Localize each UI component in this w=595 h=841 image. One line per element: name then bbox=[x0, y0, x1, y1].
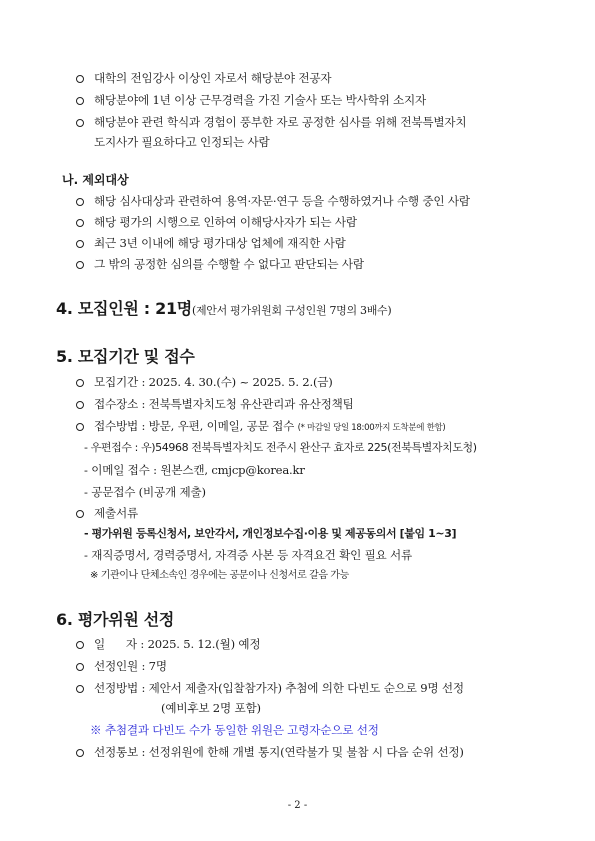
selection-method: 선정방법 : 제안서 제출자(입찰참가자) 추첨에 의한 다빈도 순으로 9명 선정 bbox=[76, 680, 464, 696]
circle-bullet-icon bbox=[76, 401, 84, 409]
exclusion-item: 해당 평가의 시행으로 인하여 이해당사자가 되는 사람 bbox=[76, 214, 357, 230]
circle-bullet-icon bbox=[76, 663, 84, 671]
circle-bullet-icon bbox=[76, 240, 84, 248]
circle-bullet-icon bbox=[76, 510, 84, 518]
section-5-heading: 5. 모집기간 및 접수 bbox=[56, 347, 195, 366]
exclusion-item: 해당 심사대상과 관련하여 용역·자문·연구 등을 수행하였거나 수행 중인 사람 bbox=[76, 193, 470, 209]
section-4-note: (제안서 평가위원회 구성인원 7명의 3배수) bbox=[191, 304, 392, 317]
docs-note: ※ 기관이나 단체소속인 경우에는 공문이나 신청서로 갈음 가능 bbox=[90, 570, 349, 581]
circle-bullet-icon bbox=[76, 119, 84, 127]
qualification-item: 해당분야에 1년 이상 근무경력을 가진 기술사 또는 박사학위 소지자 bbox=[76, 92, 426, 108]
qualification-item: 해당분야 관련 학식과 경험이 풍부한 자로 공정한 심사를 위해 전북특별자치 bbox=[76, 114, 466, 130]
receipt-sub-official: - 공문접수 (비공개 제출) bbox=[84, 485, 206, 499]
selection-date: 일 자 : 2025. 5. 12.(월) 예정 bbox=[76, 636, 260, 652]
circle-bullet-icon bbox=[76, 219, 84, 227]
exclusion-item: 최근 3년 이내에 해당 평가대상 업체에 재직한 사람 bbox=[76, 235, 346, 251]
circle-bullet-icon bbox=[76, 379, 84, 387]
page-number: - 2 - bbox=[287, 800, 308, 811]
receipt-sub-mail: - 우편접수 : 우)54968 전북특별자치도 전주시 완산구 효자로 225(전북특별자치도청) bbox=[84, 441, 477, 454]
circle-bullet-icon bbox=[76, 749, 84, 757]
circle-bullet-icon bbox=[76, 198, 84, 206]
qualification-item-continued: 도지사가 필요하다고 인정되는 사람 bbox=[94, 135, 270, 149]
exclusion-heading: 나. 제외대상 bbox=[62, 173, 129, 187]
docs-sub-certificates: - 재직증명서, 경력증명서, 자격증 사본 등 자격요건 확인 필요 서류 bbox=[84, 548, 413, 562]
receipt-place: 접수장소 : 전북특별자치도청 유산관리과 유산정책팀 bbox=[76, 396, 354, 412]
recruit-period: 모집기간 : 2025. 4. 30.(수) ~ 2025. 5. 2.(금) bbox=[76, 374, 333, 390]
circle-bullet-icon bbox=[76, 423, 84, 431]
exclusion-item: 그 밖의 공정한 심의를 수행할 수 없다고 판단되는 사람 bbox=[76, 256, 364, 272]
selection-count: 선정인원 : 7명 bbox=[76, 658, 167, 674]
circle-bullet-icon bbox=[76, 641, 84, 649]
receipt-sub-email: - 이메일 접수 : 원본스캔, cmjcp@korea.kr bbox=[84, 463, 305, 477]
circle-bullet-icon bbox=[76, 261, 84, 269]
selection-method-continued: (예비후보 2명 포함) bbox=[161, 701, 261, 715]
selection-notice: 선정통보 : 선정위원에 한해 개별 통지(연락불가 및 불참 시 다음 순위 선정) bbox=[76, 744, 464, 760]
docs-sub-forms: - 평가위원 등록신청서, 보안각서, 개인정보수집·이용 및 제공동의서 [붙임 1~3] bbox=[84, 527, 457, 540]
section-4-heading: 4. 모집인원 : 21명(제안서 평가위원회 구성인원 7명의 3배수) bbox=[56, 299, 392, 318]
receipt-method-note: (* 마감일 당일 18:00까지 도착분에 한함) bbox=[297, 423, 446, 433]
receipt-method: 접수방법 : 방문, 우편, 이메일, 공문 접수 (* 마감일 당일 18:00까지 도착분에 한함) bbox=[76, 418, 445, 436]
section-6-heading: 6. 평가위원 선정 bbox=[56, 610, 175, 629]
circle-bullet-icon bbox=[76, 75, 84, 83]
submission-docs: 제출서류 bbox=[76, 505, 138, 521]
circle-bullet-icon bbox=[76, 685, 84, 693]
circle-bullet-icon bbox=[76, 97, 84, 105]
tie-break-note: ※ 추첨결과 다빈도 수가 동일한 위원은 고령자순으로 선정 bbox=[90, 723, 379, 737]
qualification-item: 대학의 전임강사 이상인 자로서 해당분야 전공자 bbox=[76, 70, 331, 86]
